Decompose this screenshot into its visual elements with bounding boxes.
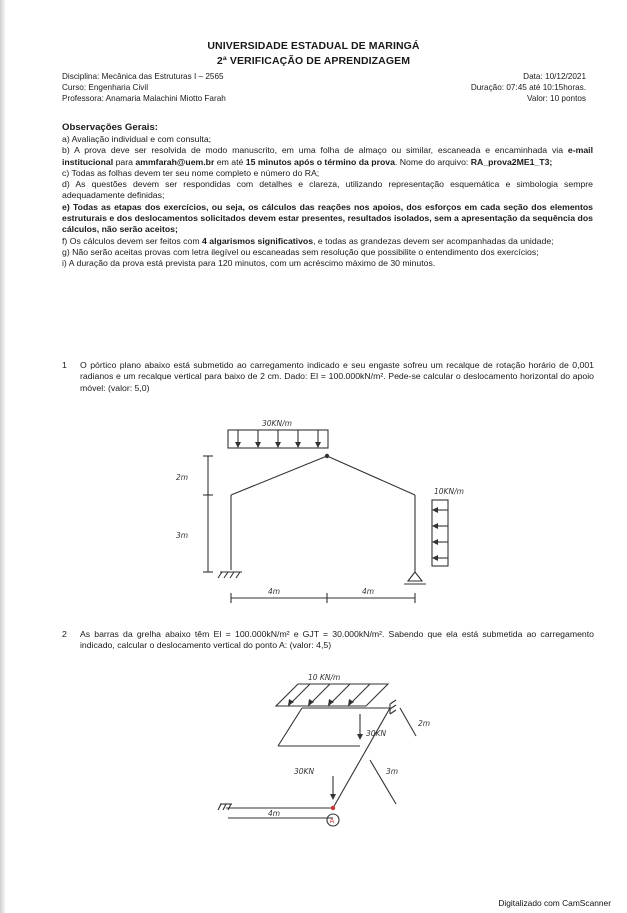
value-text: Valor: 10 pontos [526,94,586,103]
obs-i: i) A duração da prova está prevista para 120 minutos, com um acréscimo máximo de 30 minutos. [62,258,436,269]
q1-span-right-label: 4m [362,587,375,596]
obs-b: b) A prova deve ser resolvida de modo manuscrito, em uma folha de almaço ou similar, escaneada e encaminhada via e-mail institucional para ammfarah@uem.br em até 15 minutos após o término da prova. Nome do arquivo: RA_prova2ME1_T3; [62,145,593,167]
camscanner-footer: Digitalizado com CamScanner [498,898,611,908]
obs-c: c) Todas as folhas devem ter seu nome completo e número do RA; [62,167,320,178]
q2-load-a-label: 30KN [366,729,387,738]
university-title: UNIVERSIDADE ESTADUAL DE MARINGÁ [207,40,420,52]
q2-dist-load-label: 10 KN/m [308,673,341,682]
q2-text: As barras da grelha abaixo têm EI = 100.000kN/m² e GJT = 30.000kN/m². Sabendo que ela está submetida ao carregamento indicado, calcular o deslocamento vertical do ponto A: (valor: 4,5) [80,629,594,651]
exam-title: 2ª VERIFICAÇÃO DE APRENDIZAGEM [216,55,411,67]
q1-hinge [325,454,329,458]
obs-a: a) Avaliação individual e com consulta; [62,134,212,144]
obs-f: f) Os cálculos devem ser feitos com 4 algarismos significativos, e todas as grandezas devem ser acompanhadas da unidade; [62,235,554,246]
obs-g: g) Não serão aceitas provas com letra ilegível ou escaneadas sem resolução que possibilite o entendimento dos exercícios; [62,246,539,257]
q1-frame-figure [140,400,520,615]
q2-dim-2m-label: 2m [418,719,431,728]
q1-roller-support [408,572,422,581]
q2-dim-4m-label: 4m [268,809,281,818]
course-text: Curso: Engenharia Civil [62,83,149,92]
q1-right-rafter [327,456,415,495]
q2-left-bar [278,708,302,746]
q2-grid-figure [190,664,470,834]
q1-top-load-label: 30KN/m [262,419,292,428]
q1-left-rafter [231,456,327,495]
q1-span-left-label: 4m [268,587,281,596]
q2-dim-2m [400,708,416,736]
observations-title: Observações Gerais: [62,122,158,133]
q2-dim-3m-label: 3m [386,767,399,776]
q2-number: 2 [62,629,67,639]
discipline-text: Disciplina: Mecânica das Estruturas I – 2565 [62,72,224,81]
teacher-text: Professora: Anamaria Malachini Miotto Farah [62,94,226,103]
q2-point-a [331,806,335,810]
q2-diagonal-bar [333,708,390,808]
q1-number: 1 [62,360,67,370]
duration-text: Duração: 07:45 até 10:15horas. [470,83,586,92]
q1-text: O pórtico plano abaixo está submetido ao carregamento indicado e seu engaste sofreu um recalque de rotação horário de 0,001 radianos e um recalque vertical para baixo de 2 cm. Dado: EI = 100.000kN/m². Pede-se calcular o deslocamento horizontal do apoio móvel: (valor: 5,0) [80,360,594,393]
q1-side-load-arrows [433,510,448,558]
q1-side-load-label: 10KN/m [434,487,464,496]
q2-point-a-label: A [329,817,335,825]
q1-h-upper-label: 2m [176,473,189,482]
q2-load-b-label: 30KN [294,767,315,776]
q1-h-lower-label: 3m [176,531,189,540]
observations-list [62,134,593,270]
obs-e: e) Todas as etapas dos exercícios, ou seja, os cálculos das reações nos apoios, dos esforços em cada seção dos elementos estruturais e dos deslocamentos solicitados devem estar presentes, resultados isolados, sem a apresentação da sequência dos cálculos, não serão aceitos; [62,201,593,235]
date-text: Data: 10/12/2021 [523,72,586,81]
obs-d: d) As questões devem ser respondidas com detalhes e clareza, utilizando representação esquemática e simbologia sempre adequadamente definidas; [62,179,593,201]
